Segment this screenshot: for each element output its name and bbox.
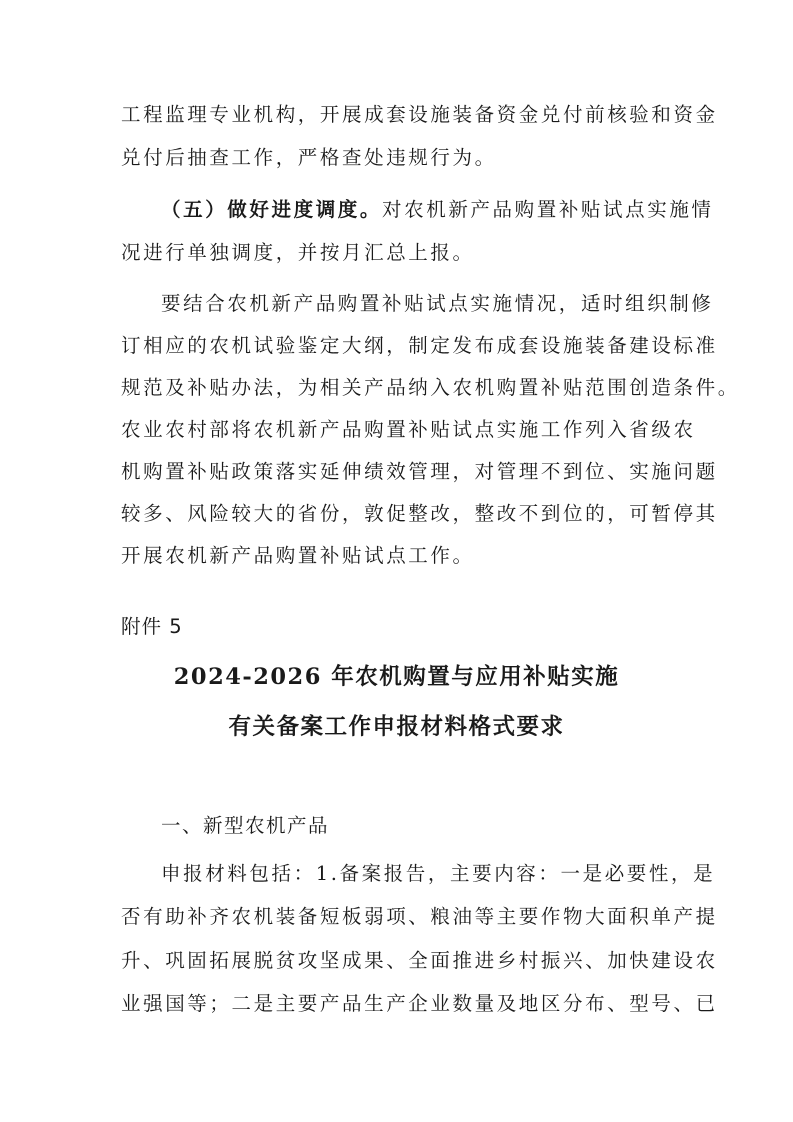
body-text-line: 兑付后抽查工作，严格查处违规行为。 <box>121 146 497 169</box>
body-text-fragment: 对农机新产品购置补贴试点实施情 <box>382 198 714 221</box>
annex-label: 附件 5 <box>121 615 183 638</box>
body-text-line: 况进行单独调度，并按月汇总上报。 <box>121 241 475 264</box>
body-text-line: 机购置补贴政策落实延伸绩效管理，对管理不到位、实施问题 <box>121 460 718 483</box>
document-title-line-1: 2024-2026 年农机购置与应用补贴实施 <box>173 664 620 690</box>
body-text-line: 较多、风险较大的省份，敦促整改，整改不到位的，可暂停其 <box>121 502 718 525</box>
subsection-heading: （五）做好进度调度。 <box>161 198 383 221</box>
body-text-line: 升、巩固拓展脱贫攻坚成果、全面推进乡村振兴、加快建设农 <box>121 949 718 972</box>
body-text-line: 否有助补齐农机装备短板弱项、粮油等主要作物大面积单产提 <box>121 905 718 928</box>
body-text-line: 开展农机新产品购置补贴试点工作。 <box>121 544 475 567</box>
body-text-line: 申报材料包括：1.备案报告，主要内容：一是必要性，是 <box>161 862 716 885</box>
document-title-line-2: 有关备案工作申报材料格式要求 <box>228 714 565 740</box>
body-text-line: 订相应的农机试验鉴定大纲，制定发布成套设施装备建设标准 <box>121 334 718 357</box>
body-text-line: 农业农村部将农机新产品购置补贴试点实施工作列入省级农 <box>121 418 696 441</box>
section-heading: 一、新型农机产品 <box>161 814 330 837</box>
body-text-line <box>161 196 714 224</box>
body-text-line: 工程监理专业机构，开展成套设施装备资金兑付前核验和资金 <box>121 103 718 126</box>
body-text-line: 要结合农机新产品购置补贴试点实施情况，适时组织制修 <box>161 292 714 315</box>
body-text-line: 业强国等；二是主要产品生产企业数量及地区分布、型号、已 <box>121 992 718 1015</box>
body-text-line: 规范及补贴办法，为相关产品纳入农机购置补贴范围创造条件。 <box>121 376 740 399</box>
